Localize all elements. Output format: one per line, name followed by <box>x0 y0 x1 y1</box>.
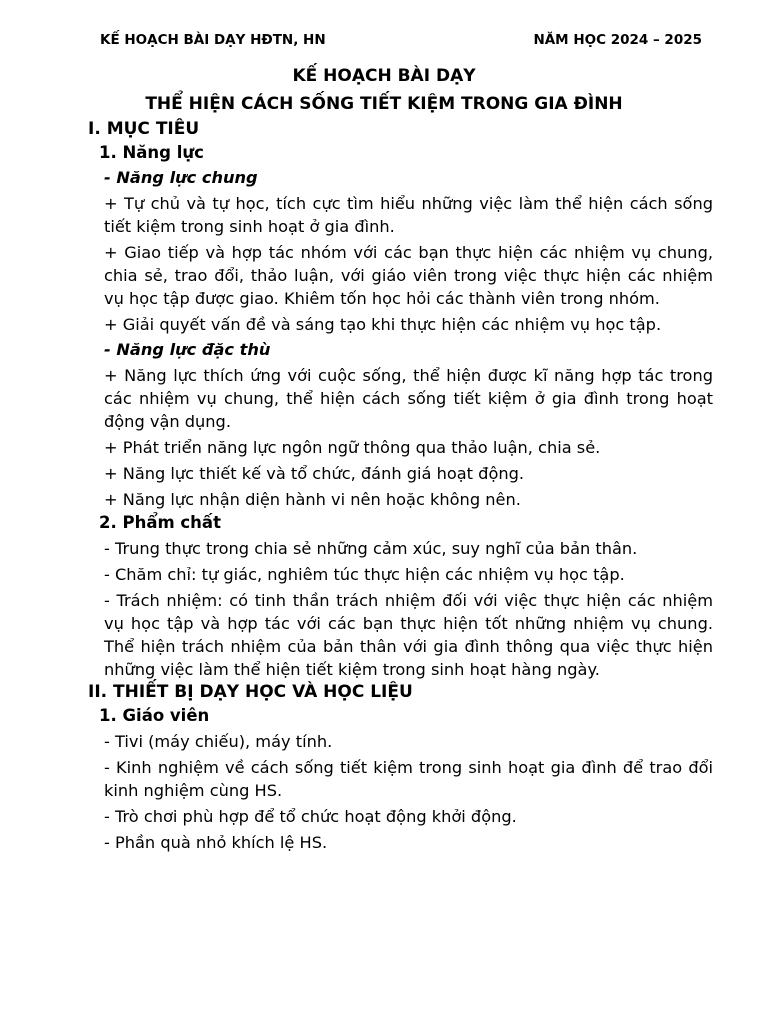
section-heading: I. MỤC TIÊU <box>88 119 200 139</box>
paragraph: - Phần quà nhỏ khích lệ HS. <box>104 833 328 852</box>
paragraph: - Trung thực trong chia sẻ những cảm xúc, suy nghĩ của bản thân. <box>104 539 638 558</box>
subsection-heading: 1. Giáo viên <box>99 706 210 725</box>
document-title: KẾ HOẠCH BÀI DẠY <box>292 66 476 86</box>
paragraph: + Năng lực nhận diện hành vi nên hoặc không nên. <box>104 490 521 509</box>
paragraph: - Chăm chỉ: tự giác, nghiêm túc thực hiện các nhiệm vụ học tập. <box>104 565 625 584</box>
paragraph: - Trách nhiệm: có tinh thần trách nhiệm đối với việc thực hiện các nhiệm vụ học tập và hợp tác với các bạn thực hiện tốt những nhiệm vụ chung. Thể hiện trách nhiệm của bản thân với gia đình thông qua việc thực hiện những việc làm thể hiện tiết kiệm trong sinh hoạt hàng ngày. <box>104 591 713 679</box>
document-body <box>88 118 713 854</box>
header-left: KẾ HOẠCH BÀI DẠY HĐTN, HN <box>100 32 326 48</box>
subsection-heading: 2. Phẩm chất <box>99 513 221 532</box>
paragraph: + Phát triển năng lực ngôn ngữ thông qua thảo luận, chia sẻ. <box>104 438 601 457</box>
header-right: NĂM HỌC 2024 – 2025 <box>533 32 702 48</box>
paragraph: - Trò chơi phù hợp để tổ chức hoạt động khởi động. <box>104 807 517 826</box>
paragraph: + Giải quyết vấn đề và sáng tạo khi thực hiện các nhiệm vụ học tập. <box>104 315 662 334</box>
subsubsection-heading: - Năng lực đặc thù <box>104 340 271 359</box>
paragraph: + Tự chủ và tự học, tích cực tìm hiểu những việc làm thể hiện cách sống tiết kiệm trong sinh hoạt ở gia đình. <box>104 194 713 236</box>
paragraph: - Tivi (máy chiếu), máy tính. <box>104 732 333 751</box>
paragraph: + Giao tiếp và hợp tác nhóm với các bạn thực hiện các nhiệm vụ chung, chia sẻ, trao đổi, thảo luận, với giáo viên trong việc thực hiện các nhiệm vụ học tập được giao. Khiêm tốn học hỏi các thành viên trong nhóm. <box>104 243 713 308</box>
running-header <box>100 32 702 48</box>
paragraph: - Kinh nghiệm về cách sống tiết kiệm trong sinh hoạt gia đình để trao đổi kinh nghiệm cùng HS. <box>104 758 713 800</box>
section-heading: II. THIẾT BỊ DẠY HỌC VÀ HỌC LIỆU <box>88 682 413 702</box>
document-subtitle: THỂ HIỆN CÁCH SỐNG TIẾT KIỆM TRONG GIA ĐÌNH <box>145 94 623 114</box>
subsection-heading: 1. Năng lực <box>99 143 204 162</box>
subsubsection-heading: - Năng lực chung <box>104 168 258 187</box>
paragraph: + Năng lực thích ứng với cuộc sống, thể hiện được kĩ năng hợp tác trong các nhiệm vụ chung, thể hiện cách sống tiết kiệm ở gia đình trong hoạt động vận dụng. <box>104 366 713 431</box>
paragraph: + Năng lực thiết kế và tổ chức, đánh giá hoạt động. <box>104 464 525 483</box>
